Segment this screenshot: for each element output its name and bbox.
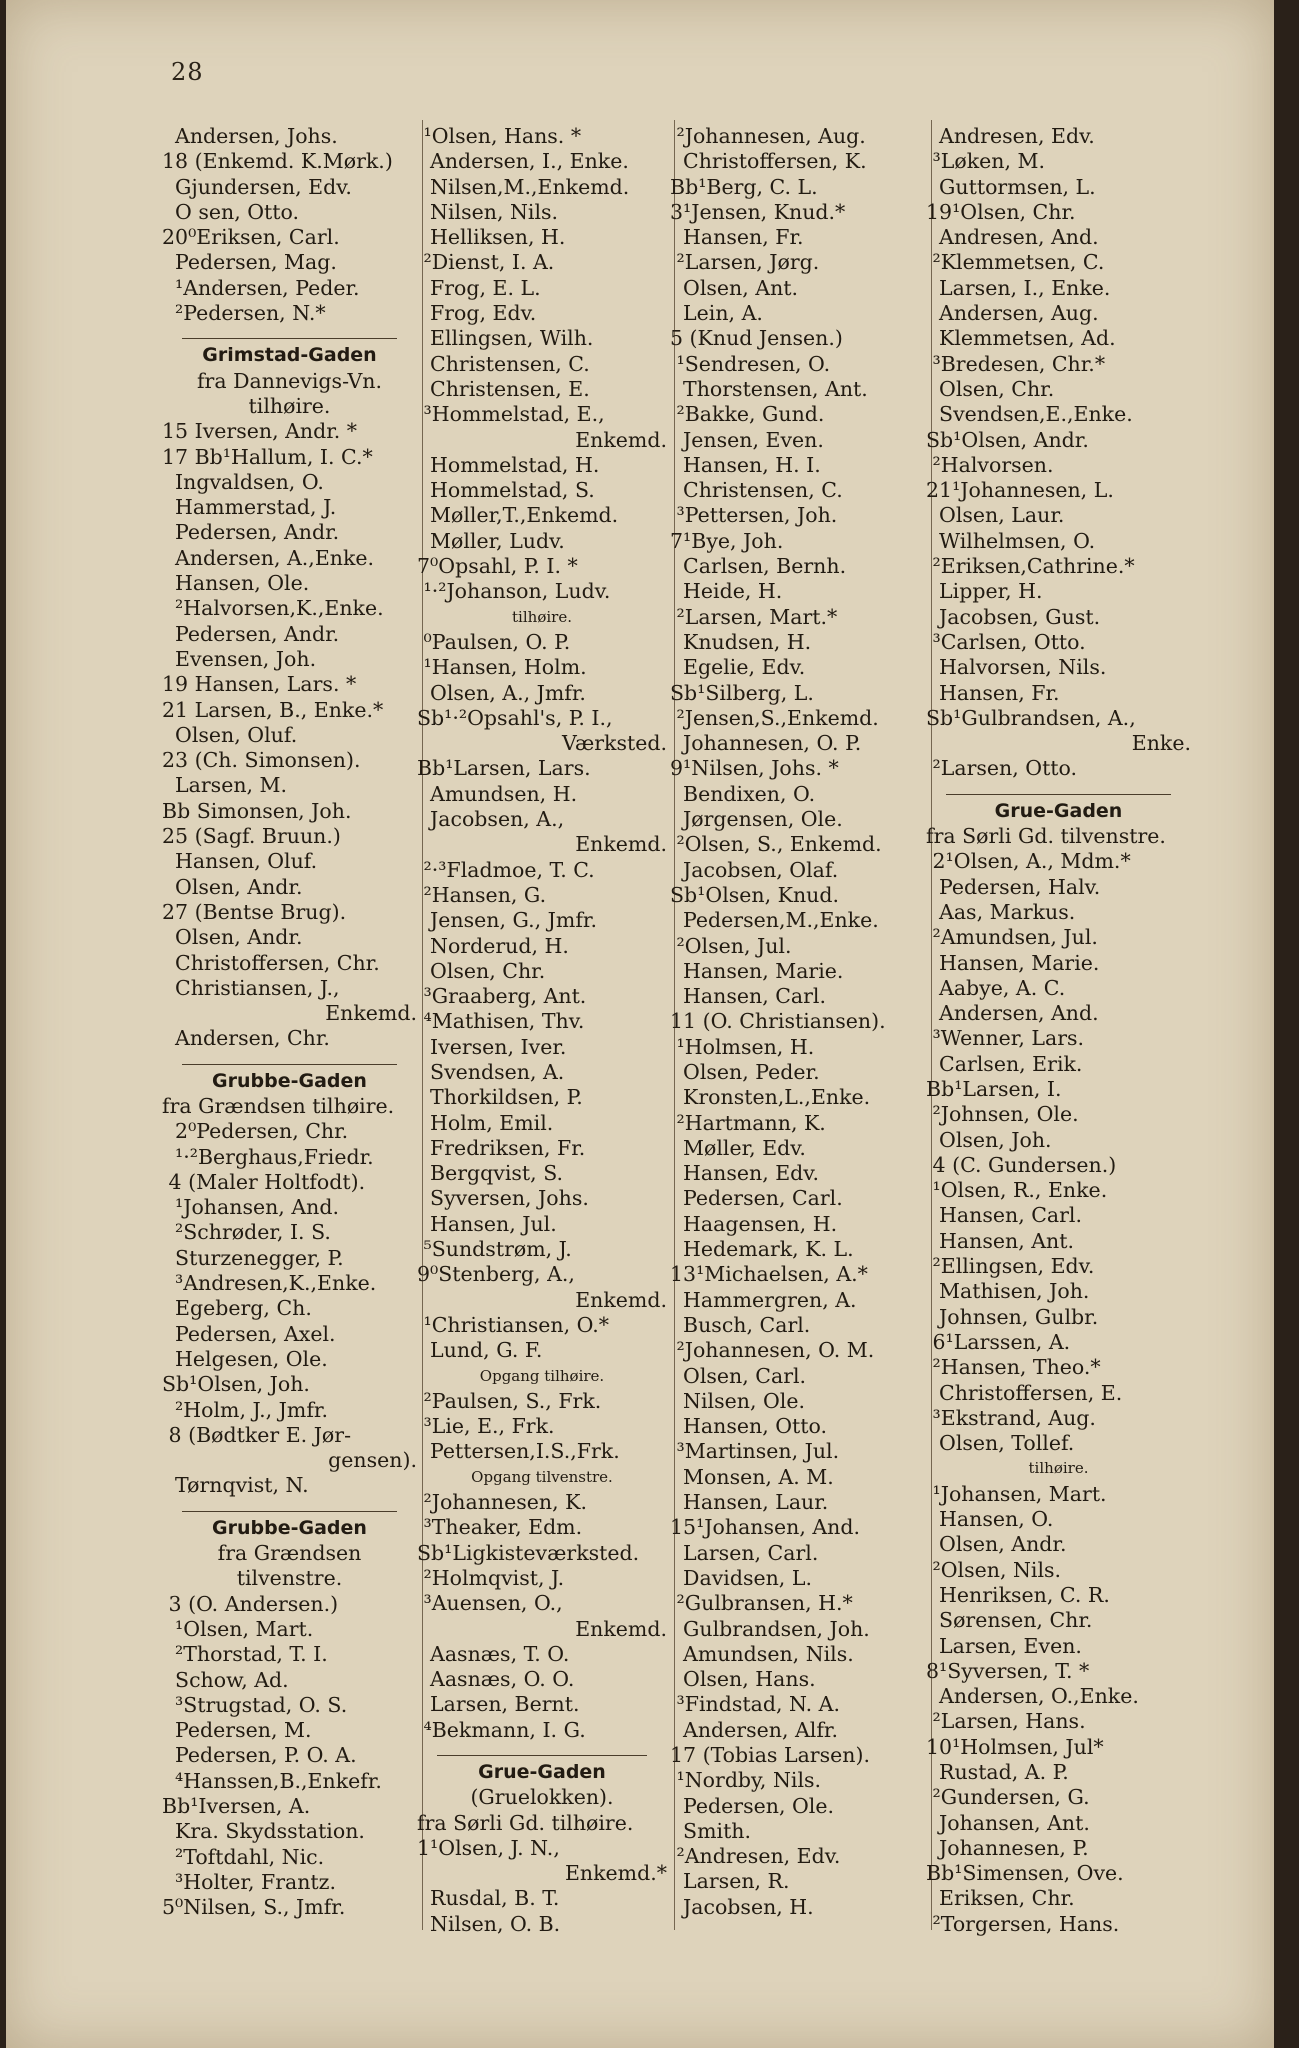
directory-entry: Jacobsen, H. [670, 1894, 814, 1919]
directory-entry: 11 (O. Christiansen). [670, 1009, 886, 1034]
directory-entry: Henriksen, C. R. [926, 1582, 1110, 1607]
directory-entry: ¹Johansen, Mart. [926, 1481, 1107, 1506]
page-number: 28 [171, 58, 204, 86]
directory-entry: Lipper, H. [926, 579, 1043, 604]
directory-entry: Olsen, Andr. [926, 1532, 1067, 1557]
directory-entry: ¹Sendresen, O. [670, 351, 831, 376]
directory-entry: ¹Nordby, Nils. [670, 1768, 822, 1793]
entry-continuation: Enkemd. [575, 832, 667, 857]
directory-entry: ²Thorstad, T. I. [162, 1642, 328, 1667]
directory-entry: 5⁰Nilsen, S., Jmfr. [162, 1895, 346, 1920]
directory-entry: Hommelstad, H. [417, 452, 600, 477]
directory-entry: Pedersen, Carl. [670, 1186, 843, 1211]
directory-entry: Rusdal, B. T. [417, 1886, 560, 1911]
directory-entry: 23 (Ch. Simonsen). [162, 748, 361, 773]
section-divider [437, 1743, 647, 1756]
directory-entry: Ellingsen, Wilh. [417, 326, 594, 351]
directory-entry: ¹·²Johanson, Ludv. [417, 579, 611, 604]
directory-entry: Olsen, Chr. [417, 958, 546, 983]
directory-entry: Andersen, Chr. [162, 1026, 330, 1051]
directory-entry: ²Hansen, G. [417, 882, 547, 907]
directory-entry: Christensen, E. [417, 376, 590, 401]
directory-entry: Jørgensen, Ole. [670, 807, 843, 832]
directory-entry: Hansen, Carl. [670, 984, 827, 1009]
directory-entry: Bb¹Simensen, Ove. [926, 1861, 1124, 1886]
directory-entry: Larsen, M. [162, 773, 288, 798]
directory-entry: Hansen, Marie. [670, 958, 844, 983]
directory-entry: 3 (O. Andersen.) [162, 1591, 339, 1616]
entry-continuation: Enkemd. [575, 427, 667, 452]
directory-entry: ¹Christiansen, O.* [417, 1312, 609, 1337]
directory-entry: 2¹Olsen, A., Mdm.* [926, 849, 1131, 874]
directory-entry: Hansen, Laur. [670, 1490, 829, 1515]
directory-entry: Møller, Ludv. [417, 528, 565, 553]
section-divider [946, 782, 1171, 795]
directory-entry: ²Johnsen, Ole. [926, 1102, 1079, 1127]
directory-entry: Haagensen, H. [670, 1211, 838, 1236]
directory-entry: ²Johannesen, O. M. [670, 1338, 875, 1363]
directory-entry: Thorstensen, Ant. [670, 376, 868, 401]
directory-entry: ²Larsen, Hans. [926, 1709, 1086, 1734]
side-note: tilhøire. [1028, 1459, 1089, 1478]
street-heading: Grue-Gaden [478, 1761, 606, 1783]
directory-entry: Jacobsen, Gust. [926, 604, 1101, 629]
directory-entry: ¹Olsen, Mart. [162, 1616, 314, 1641]
directory-entry: ²Larsen, Otto. [926, 756, 1078, 781]
directory-entry: ³Andresen,K.,Enke. [162, 1271, 377, 1296]
directory-entry: Jacobsen, Olaf. [670, 857, 839, 882]
directory-entry: Hansen, H. I. [670, 452, 821, 477]
directory-entry: Pettersen,I.S.,Frk. [417, 1439, 620, 1464]
directory-entry: 15 Iversen, Andr. * [162, 419, 358, 444]
directory-entry: 3¹Jensen, Knud.* [670, 199, 846, 224]
directory-entry: Norderud, H. [417, 933, 569, 958]
directory-entry: Andersen, Aug. [926, 301, 1099, 326]
directory-entry: Olsen, A., Jmfr. [417, 680, 586, 705]
directory-entry: Smith. [670, 1818, 752, 1843]
directory-entry: ²Olsen, Nils. [926, 1557, 1062, 1582]
street-heading: Grue-Gaden [994, 799, 1123, 822]
directory-entry: Gjundersen, Edv. [162, 174, 352, 199]
directory-entry: Andersen, And. [926, 1001, 1099, 1026]
directory-entry: Sb¹Olsen, Andr. [926, 427, 1089, 452]
directory-entry: Frog, E. L. [417, 275, 541, 300]
directory-entry: Sørensen, Chr. [926, 1608, 1093, 1633]
directory-entry: Lund, G. F. [417, 1338, 543, 1363]
directory-entry: 4 (C. Gundersen.) [926, 1152, 1117, 1177]
directory-entry: Hansen, Otto. [670, 1414, 828, 1439]
directory-entry: ²·³Fladmoe, T. C. [417, 857, 595, 882]
directory-entry: Nilsen, O. B. [417, 1911, 561, 1936]
directory-entry: ³Pettersen, Joh. [670, 503, 838, 528]
directory-entry: 7¹Bye, Joh. [670, 528, 784, 553]
directory-entry: Sb¹Ligkisteværksted. [417, 1540, 640, 1565]
entry-continuation: Enkemd. [575, 1616, 667, 1641]
directory-entry: Lein, A. [670, 301, 763, 326]
directory-entry: Tørnqvist, N. [162, 1473, 309, 1498]
directory-entry: ³Wenner, Lars. [926, 1026, 1085, 1051]
directory-entry: ²Holm, J., Jmfr. [162, 1397, 328, 1422]
directory-entry: Johannesen, P. [926, 1835, 1089, 1860]
directory-entry: Halvorsen, Nils. [926, 655, 1107, 680]
directory-entry: Olsen, Ant. [670, 275, 799, 300]
side-note: Opgang tilvenstre. [471, 1467, 613, 1486]
directory-page [6, 0, 1274, 2048]
directory-entry: Jensen, Even. [670, 427, 824, 452]
directory-entry: Aas, Markus. [926, 899, 1076, 924]
directory-entry: ²Halvorsen. [926, 452, 1054, 477]
directory-entry: Larsen, I., Enke. [926, 275, 1111, 300]
street-heading: Grubbe-Gaden [212, 1069, 367, 1092]
entry-continuation: Enkemd.* [564, 1861, 667, 1886]
directory-entry: ²Andresen, Edv. [670, 1844, 841, 1869]
directory-entry: Carlsen, Erik. [926, 1051, 1083, 1076]
directory-entry: ⁴Bekmann, I. G. [417, 1717, 586, 1742]
directory-entry: Egelie, Edv. [670, 655, 806, 680]
directory-entry: Larsen, Even. [926, 1633, 1082, 1658]
directory-entry: ¹Olsen, Hans. * [417, 124, 582, 148]
directory-entry: Johnsen, Gulbr. [926, 1304, 1099, 1329]
directory-entry: Mathisen, Joh. [926, 1279, 1090, 1304]
directory-entry: ²Halvorsen,K.,Enke. [162, 596, 384, 621]
directory-entry: 5 (Knud Jensen.) [670, 326, 843, 351]
directory-entry: ²Larsen, Mart.* [670, 604, 838, 629]
directory-entry: ¹Olsen, R., Enke. [926, 1178, 1108, 1203]
directory-entry: 19 Hansen, Lars. * [162, 672, 357, 697]
directory-entry: Olsen, Oluf. [162, 722, 298, 747]
entry-continuation: Enkemd. [575, 1287, 667, 1312]
directory-entry: 9⁰Stenberg, A., [417, 1262, 575, 1287]
directory-entry: Hansen, Oluf. [162, 849, 318, 874]
directory-entry: Johannesen, O. P. [670, 731, 862, 756]
directory-entry: Sb¹Gulbrandsen, A., [926, 705, 1136, 730]
directory-entry: Andersen, O.,Enke. [926, 1684, 1139, 1709]
directory-entry: Klemmetsen, Ad. [926, 326, 1116, 351]
directory-entry: ¹Hansen, Holm. [417, 655, 587, 680]
directory-entry: Hansen, Fr. [670, 225, 804, 250]
directory-entry: ²Paulsen, S., Frk. [417, 1388, 602, 1413]
entry-continuation: Enke. [1131, 731, 1191, 756]
directory-entry: Aabye, A. C. [926, 975, 1066, 1000]
directory-entry: ³Holter, Frantz. [162, 1869, 336, 1894]
street-subheading: fra Dannevigs-Vn. [196, 368, 383, 393]
street-subheading: tilhøire. [248, 393, 331, 418]
directory-entry: Knudsen, H. [670, 629, 812, 654]
directory-entry: ³Løken, M. [926, 149, 1045, 174]
directory-entry: Andresen, Edv. [926, 124, 1095, 148]
directory-entry: Olsen, Chr. [926, 376, 1055, 401]
entry-continuation: Værksted. [562, 731, 667, 756]
directory-entry: Sb¹·²Opsahl's, P. I., [417, 705, 613, 730]
directory-entry: ¹Andersen, Peder. [162, 275, 360, 300]
directory-entry: Johansen, Ant. [926, 1810, 1090, 1835]
directory-entry: Aasnæs, T. O. [417, 1641, 570, 1666]
directory-entry: Hansen, Jul. [417, 1211, 557, 1236]
directory-entry: Jacobsen, A., [417, 807, 565, 832]
directory-entry: Christensen, C. [417, 351, 590, 376]
directory-entry: Gulbrandsen, Joh. [670, 1616, 870, 1641]
directory-entry: ²Olsen, S., Enkemd. [670, 832, 882, 857]
directory-entry: Bergqvist, S. [417, 1161, 564, 1186]
directory-entry: Hansen, Ant. [926, 1228, 1074, 1253]
directory-entry: Thorkildsen, P. [417, 1085, 583, 1110]
directory-entry: Bb¹Berg, C. L. [670, 174, 818, 199]
directory-entry: Sb¹Silberg, L. [670, 680, 814, 705]
directory-entry: ¹·²Berghaus,Friedr. [162, 1144, 374, 1169]
directory-entry: fra Grændsen tilhøire. [162, 1093, 395, 1118]
directory-entry: ¹Johansen, And. [162, 1195, 339, 1220]
directory-entry: ³Findstad, N. A. [670, 1692, 840, 1717]
directory-entry: Davidsen, L. [670, 1565, 812, 1590]
directory-entry: ²Jensen,S.,Enkemd. [670, 705, 879, 730]
directory-entry: fra Sørli Gd. tilvenstre. [926, 824, 1166, 849]
directory-entry: Sb¹Olsen, Joh. [162, 1372, 310, 1397]
directory-entry: Olsen, Hans. [670, 1667, 816, 1692]
directory-entry: Kra. Skydsstation. [162, 1819, 365, 1844]
directory-entry: Larsen, R. [670, 1869, 790, 1894]
directory-entry: Busch, Carl. [670, 1312, 811, 1337]
directory-entry: 2⁰Pedersen, Chr. [162, 1119, 349, 1144]
directory-entry: Andersen, Johs. [162, 124, 338, 148]
directory-entry: Pedersen, M. [162, 1718, 312, 1743]
directory-entry: Syversen, Johs. [417, 1186, 589, 1211]
directory-entry: Hansen, Ole. [162, 571, 310, 596]
directory-entry: ²Gundersen, G. [926, 1785, 1090, 1810]
directory-entry: 21 Larsen, B., Enke.* [162, 697, 384, 722]
directory-entry: 20⁰Eriksen, Carl. [162, 225, 340, 250]
directory-entry: Olsen, Joh. [926, 1127, 1052, 1152]
directory-entry: Egeberg, Ch. [162, 1296, 312, 1321]
side-note: tilhøire. [512, 607, 572, 626]
directory-entry: Larsen, Carl. [670, 1540, 819, 1565]
directory-entry: Pedersen, Ole. [670, 1793, 834, 1818]
directory-entry: ²Hansen, Theo.* [926, 1355, 1101, 1380]
directory-entry: ²Eriksen,Cathrine.* [926, 554, 1135, 579]
directory-entry: ²Schrøder, I. S. [162, 1220, 331, 1245]
directory-entry: Ingvaldsen, O. [162, 469, 324, 494]
directory-entry: Helgesen, Ole. [162, 1346, 328, 1371]
directory-entry: Wilhelmsen, O. [926, 528, 1096, 553]
directory-entry: Amundsen, Nils. [670, 1641, 854, 1666]
directory-entry: Christiansen, J., [162, 975, 340, 1000]
street-heading: Grubbe-Gaden [212, 1516, 367, 1539]
directory-entry: Hedemark, K. L. [670, 1237, 854, 1262]
directory-entry: ³Lie, E., Frk. [417, 1414, 555, 1439]
directory-entry: Christoffersen, K. [670, 149, 867, 174]
directory-entry: Kronsten,L.,Enke. [670, 1085, 871, 1110]
directory-entry: 13¹Michaelsen, A.* [670, 1262, 868, 1287]
directory-entry: ⁴Hanssen,B.,Enkefr. [162, 1768, 382, 1793]
directory-entry: Sturzenegger, P. [162, 1245, 344, 1270]
directory-entry: Svendsen,E.,Enke. [926, 402, 1133, 427]
directory-entry: Amundsen, H. [417, 781, 578, 806]
directory-entry: 7⁰Opsahl, P. I. * [417, 554, 578, 579]
directory-entry: Nilsen, Ole. [670, 1388, 805, 1413]
directory-entry: ²Hartmann, K. [670, 1110, 826, 1135]
directory-entry: Andersen, A.,Enke. [162, 545, 375, 570]
directory-entry: Olsen, Andr. [162, 874, 303, 899]
directory-entry: O sen, Otto. [162, 199, 300, 224]
directory-entry: Frog, Edv. [417, 301, 537, 326]
directory-entry: ⁴Mathisen, Thv. [417, 1009, 585, 1034]
directory-entry: ³Martinsen, Jul. [670, 1439, 840, 1464]
directory-entry: Pedersen, Axel. [162, 1321, 336, 1346]
directory-entry: 15¹Johansen, And. [670, 1515, 861, 1540]
directory-entry: Christoffersen, E. [926, 1380, 1123, 1405]
directory-entry: Hansen, Edv. [670, 1161, 819, 1186]
directory-entry: Olsen, Peder. [670, 1059, 820, 1084]
directory-entry: Fredriksen, Fr. [417, 1135, 586, 1160]
column-1 [162, 124, 417, 1920]
directory-entry: 18 (Enkemd. K.Mørk.) [162, 149, 393, 174]
directory-entry: Andersen, Alfr. [670, 1717, 838, 1742]
directory-entry: Aasnæs, O. O. [417, 1667, 575, 1692]
directory-entry: ²Ellingsen, Edv. [926, 1254, 1095, 1279]
street-subheading: fra Grændsen [217, 1541, 362, 1566]
directory-entry: Olsen, Tollef. [926, 1431, 1075, 1456]
directory-entry: Guttormsen, L. [926, 174, 1096, 199]
directory-entry: Hansen, Fr. [926, 680, 1060, 705]
directory-entry: ²Holmqvist, J. [417, 1565, 565, 1590]
directory-entry: 8 (Bødtker E. Jør- [162, 1422, 351, 1447]
directory-entry: Olsen, Andr. [162, 925, 303, 950]
directory-entry: Pedersen, Andr. [162, 621, 340, 646]
directory-entry: ²Pedersen, N.* [162, 301, 326, 326]
directory-entry: Helliksen, H. [417, 225, 566, 250]
directory-entry: Pedersen, Halv. [926, 874, 1101, 899]
directory-entry: ³Strugstad, O. S. [162, 1692, 348, 1717]
section-divider [182, 1052, 397, 1065]
directory-entry: 17 Bb¹Hallum, I. C.* [162, 444, 373, 469]
section-divider [182, 1499, 397, 1512]
directory-entry: ²Amundsen, Jul. [926, 925, 1098, 950]
directory-entry: Pedersen, P. O. A. [162, 1743, 357, 1768]
directory-entry: ²Torgersen, Hans. [926, 1911, 1120, 1936]
directory-entry: Bb¹Iversen, A. [162, 1794, 311, 1818]
directory-entry: Christoffersen, Chr. [162, 950, 380, 975]
directory-entry: 8¹Syversen, T. * [926, 1658, 1090, 1683]
directory-entry: Andersen, I., Enke. [417, 149, 629, 174]
directory-entry: 21¹Johannesen, L. [926, 478, 1114, 503]
directory-entry: ³Hommelstad, E., [417, 402, 605, 427]
directory-entry: 1¹Olsen, J. N., [417, 1835, 560, 1860]
directory-entry: 10¹Holmsen, Jul* [926, 1734, 1104, 1759]
directory-entry: 6¹Larssen, A. [926, 1329, 1071, 1354]
directory-entry: Holm, Emil. [417, 1110, 554, 1135]
directory-entry: ¹Holmsen, H. [670, 1034, 815, 1059]
directory-entry: Monsen, A. M. [670, 1464, 834, 1489]
directory-entry: ²Gulbransen, H.* [670, 1591, 853, 1616]
directory-entry: Schow, Ad. [162, 1667, 289, 1692]
directory-entry: ²Bakke, Gund. [670, 402, 825, 427]
directory-entry: Carlsen, Bernh. [670, 554, 847, 579]
directory-entry: ³Auensen, O., [417, 1591, 563, 1616]
column-4 [926, 124, 1191, 1937]
directory-entry: Bb Simonsen, Joh. [162, 798, 352, 823]
section-divider [182, 326, 397, 339]
directory-entry: Svendsen, A. [417, 1059, 565, 1084]
directory-entry: ²Larsen, Jørg. [670, 250, 820, 275]
directory-entry: Pedersen, Mag. [162, 250, 337, 275]
directory-entry: ³Bredesen, Chr.* [926, 351, 1106, 376]
street-subheading: (Gruelokken). [470, 1785, 614, 1810]
directory-entry: Hansen, O. [926, 1507, 1054, 1532]
directory-entry: Møller, Edv. [670, 1135, 806, 1160]
column-3 [670, 124, 924, 1920]
directory-entry: Olsen, Carl. [670, 1363, 807, 1388]
directory-entry: ²Klemmetsen, C. [926, 250, 1105, 275]
directory-entry: Andresen, And. [926, 225, 1099, 250]
directory-entry: Larsen, Bernt. [417, 1692, 580, 1717]
directory-entry: 25 (Sagf. Bruun.) [162, 824, 341, 849]
directory-entry: ³Ekstrand, Aug. [926, 1405, 1096, 1430]
directory-entry: ²Dienst, I. A. [417, 250, 555, 275]
side-note: Opgang tilhøire. [479, 1366, 605, 1385]
directory-entry: Pedersen, Andr. [162, 520, 340, 545]
entry-continuation: Enkemd. [325, 1001, 417, 1026]
directory-entry: Heide, H. [670, 579, 783, 604]
directory-entry: Hansen, Marie. [926, 950, 1100, 975]
directory-entry: Rustad, A. P. [926, 1760, 1069, 1784]
directory-entry: 27 (Bentse Brug). [162, 899, 347, 924]
directory-entry: Eriksen, Chr. [926, 1886, 1075, 1911]
directory-entry: 19¹Olsen, Chr. [926, 199, 1076, 224]
entry-continuation: gensen). [328, 1448, 417, 1473]
directory-entry: 9¹Nilsen, Johs. * [670, 756, 839, 781]
directory-entry: 4 (Maler Holtfodt). [162, 1169, 366, 1194]
directory-entry: Sb¹Olsen, Knud. [670, 882, 839, 907]
street-subheading: tilvenstre. [236, 1566, 343, 1591]
directory-entry: Pedersen,M.,Enke. [670, 908, 879, 933]
directory-entry: Iversen, Iver. [417, 1034, 567, 1059]
directory-entry: ⁵Sundstrøm, J. [417, 1237, 572, 1262]
directory-entry: Hammergren, A. [670, 1287, 857, 1312]
directory-entry: Hommelstad, S. [417, 478, 595, 503]
directory-entry: Nilsen,M.,Enkemd. [417, 174, 630, 199]
directory-entry: ⁰Paulsen, O. P. [417, 629, 571, 654]
directory-entry: Hansen, Carl. [926, 1203, 1083, 1228]
directory-entry: fra Sørli Gd. tilhøire. [417, 1810, 634, 1835]
directory-entry: ³Theaker, Edm. [417, 1515, 583, 1540]
directory-entry: Jensen, G., Jmfr. [417, 908, 597, 933]
directory-entry: Bb¹Larsen, I. [926, 1076, 1062, 1101]
directory-entry: 17 (Tobias Larsen). [670, 1743, 870, 1767]
directory-entry: Møller,T.,Enkemd. [417, 503, 619, 528]
directory-entry: Evensen, Joh. [162, 646, 317, 671]
directory-entry: Hammerstad, J. [162, 495, 337, 520]
directory-entry: Bb¹Larsen, Lars. [417, 756, 591, 781]
directory-entry: Christensen, C. [670, 478, 843, 503]
directory-entry: ²Toftdahl, Nic. [162, 1844, 325, 1869]
directory-entry: ³Carlsen, Otto. [926, 629, 1086, 654]
directory-entry: ²Johannesen, Aug. [670, 124, 866, 148]
directory-entry: Olsen, Laur. [926, 503, 1065, 528]
street-heading: Grimstad-Gaden [202, 344, 377, 367]
directory-entry: ²Johannesen, K. [417, 1490, 587, 1515]
directory-entry: Nilsen, Nils. [417, 199, 559, 224]
column-2 [417, 124, 667, 1937]
directory-entry: ²Olsen, Jul. [670, 933, 792, 958]
directory-entry: Bendixen, O. [670, 781, 816, 806]
directory-entry: ³Graaberg, Ant. [417, 984, 587, 1009]
